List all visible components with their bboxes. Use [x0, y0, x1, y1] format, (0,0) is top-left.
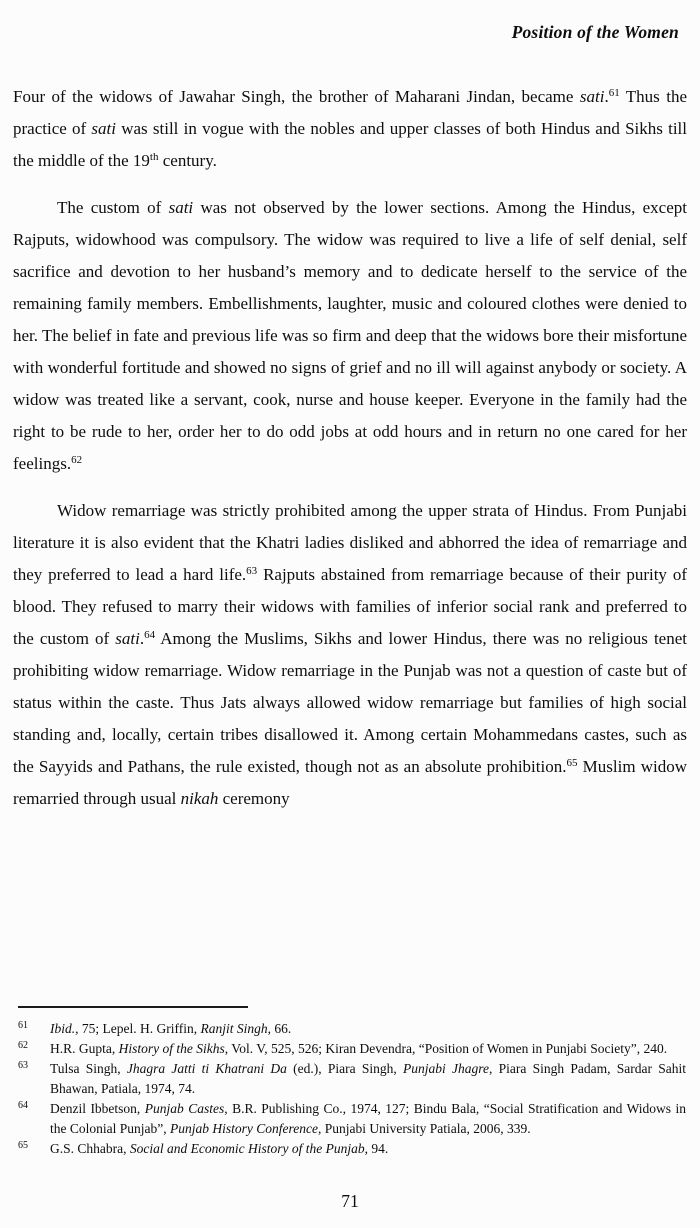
footnote [18, 1099, 686, 1139]
page-number: 71 [341, 1191, 359, 1211]
footnote-section [18, 1006, 686, 1159]
footnote-text: Ibid., 75; Lepel. H. Griffin, Ranjit Singh, 66. [50, 1021, 292, 1036]
footnote [18, 1039, 686, 1059]
footnote-number: 61 [18, 1020, 28, 1031]
footnote-text: H.R. Gupta, History of the Sikhs, Vol. V, 525, 526; Kiran Devendra, “Position of Women in Punjabi Society”, 240. [50, 1041, 668, 1056]
footnote-text: Tulsa Singh, Jhagra Jatti ti Khatrani Da (ed.), Piara Singh, Punjabi Jhagre, Piara Singh Padam, Sardar Sahit Bhawan, Patiala, 1974, 74. [50, 1061, 687, 1096]
footnote-number: 63 [18, 1060, 28, 1071]
footnote-list [18, 1019, 686, 1159]
footnote [18, 1059, 686, 1099]
paragraph: Widow remarriage was strictly prohibited among the upper strata of Hindus. From Punjabi literature it is also evident that the Khatri ladies disliked and abhorred the idea of remarriage and they preferred to lead a hard life.$^{63}$ Rajputs abstained from remarriage because of their purity of blood. They refused to marry their widows with families of inferior social rank and preferred to the custom of sati.$^{64}$ Among the Muslims, Sikhs and lower Hindus, there was no religious tenet prohibiting widow remarriage. Widow remarriage in the Punjab was not a question of caste but of status within the caste. Thus Jats always allowed widow remarriage but families of high social standing and, locally, certain tribes disallowed it. Among certain Mohammedans castes, such as the Sayyids and Pathans, the rule existed, though not as an absolute prohibition.$^{65}$ Muslim widow remarried through usual nikah ceremony [13, 501, 687, 808]
paragraph: The custom of sati was not observed by the lower sections. Among the Hindus, except Rajputs, widowhood was compulsory. The widow was required to live a life of self denial, self sacrifice and devotion to her husband’s memory and to dedicate herself to the service of the remaining family members. Embellishments, laughter, music and coloured clothes were denied to her. The belief in fate and previous life was so firm and deep that the widows bore their misfortune with wonderful fortitude and showed no signs of grief and no ill will against anybody or society. A widow was treated like a servant, cook, nurse and house keeper. Everyone in the family had the right to be rude to her, order her to do odd jobs at odd hours and in return no one cared for her feelings.$^{62}$ [13, 198, 687, 473]
running-header: Position of the Women [511, 22, 679, 42]
footnote [18, 1139, 686, 1159]
paragraph: Four of the widows of Jawahar Singh, the brother of Maharani Jindan, became sati.$^{61}$ Thus the practice of sati was still in vogue with the nobles and upper classes of both Hindus and Sikhs till the middle of the 19th century. [13, 87, 688, 170]
footnote [18, 1019, 686, 1039]
footnote-separator [18, 1006, 248, 1008]
footnote-number: 62 [18, 1040, 28, 1051]
footnote-number: 65 [18, 1140, 28, 1151]
footnote-text: Denzil Ibbetson, Punjab Castes, B.R. Publishing Co., 1974, 127; Bindu Bala, “Social Stratification and Widows in the Colonial Punjab”, Punjab History Conference, Punjabi University Patiala, 2006, 339. [50, 1101, 686, 1136]
body-paragraphs [13, 81, 687, 815]
footnote-number: 64 [18, 1100, 28, 1111]
footnote-text: G.S. Chhabra, Social and Economic History of the Punjab, 94. [50, 1141, 389, 1156]
